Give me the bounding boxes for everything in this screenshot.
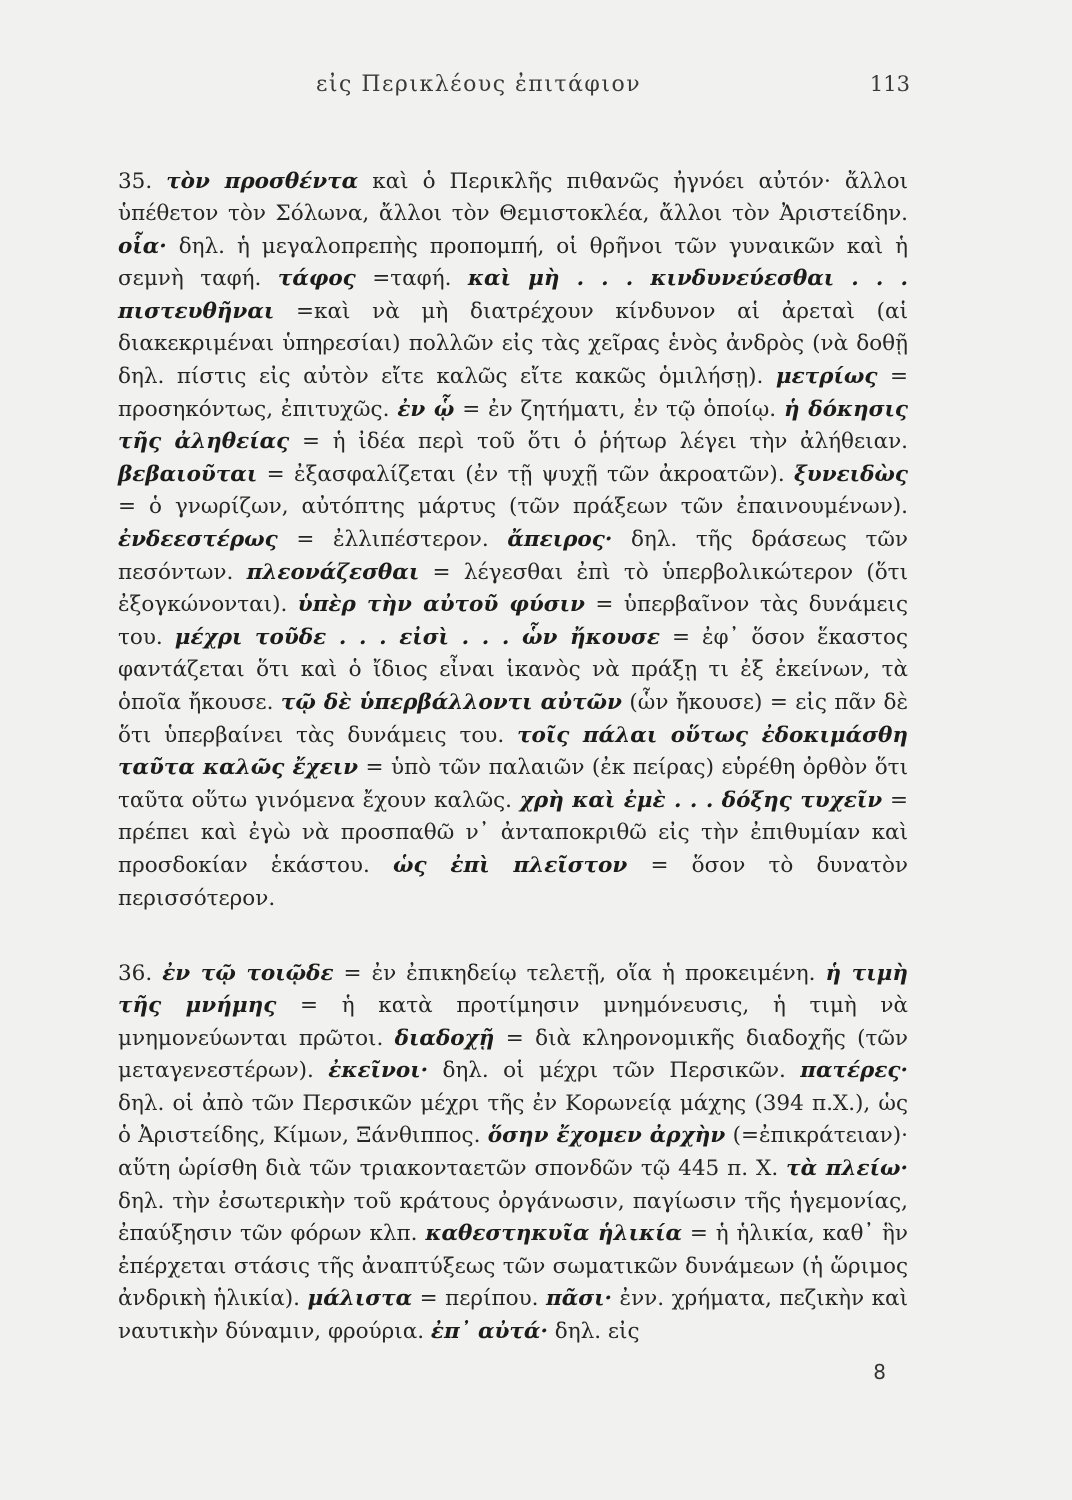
gloss: = ὑπερβαῖνον τὰς δυνάμεις του. xyxy=(118,592,908,650)
lemma: ξυνειδὼς xyxy=(794,461,908,487)
lemma: μέχρι τοῦδε . . . εἰσὶ . . . ὧν ἤκουσε xyxy=(174,624,660,650)
gloss: = πρέπει καὶ ἐγὼ νὰ προσπαθῶ ν᾿ ἀνταποκριθῶ εἰς τὴν ἐπιθυμίαν καὶ προσδοκίαν ἑκάστου. xyxy=(118,787,908,878)
lemma: ἡ δόκησις τῆς ἀληθείας xyxy=(118,396,908,455)
lemma: καὶ μὴ . . . κινδυνεύεσθαι . . . πιστευθῆναι xyxy=(118,266,908,324)
gloss: = ἐν ἐπικηδείῳ τελετῇ, οἵα ἡ προκειμένη. xyxy=(333,960,826,986)
gloss: = ὑπὸ τῶν παλαιῶν (ἐκ πείρας) εὑρέθη ὀρθὸν ὅτι ταῦτα οὕτω γινόμενα ἔχουν καλῶς. xyxy=(118,755,909,813)
lemma: μετρίως xyxy=(775,364,878,390)
gloss: δηλ. τῆς δράσεως τῶν πεσόντων. xyxy=(118,527,908,585)
gloss: = ἡ ἡλικία, καθ᾿ ἣν ἐπέρχεται στάσις τῆς ἀναπτύξεως τῶν σωματικῶν δυνάμεων (ἡ ὥριμος ἀνδρικὴ ἡλικία). xyxy=(118,1221,908,1312)
lemma: ἡ τιμὴ τῆς μνήμης xyxy=(118,960,908,1019)
gloss: = ἐν ζητήματι, ἐν τῷ ὁποίῳ. xyxy=(454,396,785,422)
gloss: = προσηκόντως, ἐπιτυχῶς. xyxy=(118,364,908,422)
gloss: = περίπου. xyxy=(412,1286,546,1312)
gloss: = ἐφ᾿ ὅσον ἕκαστος φαντάζεται ὅτι καὶ ὁ ἴδιος εἶναι ἱκανὸς νὰ πράξῃ τι ἐξ ἐκείνων, τὰ ὁποῖα ἤκουσε. xyxy=(118,624,908,715)
gloss: = ἐξασφαλίζεται (ἐν τῇ ψυχῇ τῶν ἀκροατῶν). xyxy=(257,461,795,487)
gloss: = λέγεσθαι ἐπὶ τὸ ὑπερβολικώτερον (ὅτι ἐξογκώνονται). xyxy=(118,559,909,618)
lemma: ἐνδεεστέρως xyxy=(118,527,278,553)
gloss: δηλ. οἱ μέχρι τῶν Περσικῶν. xyxy=(428,1058,801,1084)
running-title: εἰς Περικλέους ἐπιτάφιον xyxy=(316,72,642,97)
commentary-paragraph-35 xyxy=(118,166,908,916)
lemma: πατέρες· xyxy=(800,1058,908,1084)
gloss: καὶ ὁ Περικλῆς πιθανῶς ἠγνόει αὐτόν· ἄλλοι ὑπέθετον τὸν Σόλωνα, ἄλλοι τὸν Θεμιστοκλέα, ἄλλοι τὸν Ἀριστείδην. xyxy=(118,168,908,227)
gloss: = διὰ κληρονομικῆς διαδοχῆς (τῶν μεταγενεστέρων). xyxy=(118,1025,908,1084)
lemma: διαδοχῇ xyxy=(394,1025,495,1051)
gloss: δηλ. τὴν ἐσωτερικὴν τοῦ κράτους ὀργάνωσιν, παγίωσιν τῆς ἡγεμονίας, ἐπαύξησιν τῶν φόρων κλπ. xyxy=(118,1188,908,1247)
lemma: τὰ πλείω· xyxy=(786,1156,908,1182)
lemma: ὅσην ἔχομεν ἀρχὴν xyxy=(487,1123,726,1149)
gloss: =ταφή. xyxy=(355,266,468,292)
page-number: 113 xyxy=(869,72,910,96)
gloss: (=ἐπικράτειαν)· αὕτη ὡρίσθη διὰ τῶν τριακονταετῶν σπονδῶν τῷ 445 π. Χ. xyxy=(118,1123,908,1182)
lemma: τοῖς πάλαι οὕτως ἐδοκιμάσθη ταῦτα καλῶς ἔχειν xyxy=(118,722,908,781)
signature-mark: 8 xyxy=(873,1360,886,1384)
gloss: δηλ. ἡ μεγαλοπρεπὴς προπομπή, οἱ θρῆνοι τῶν γυναικῶν καὶ ἡ σεμνὴ ταφή. xyxy=(118,233,908,292)
lemma: ἐν ᾧ xyxy=(397,396,455,422)
gloss: = ἡ κατὰ προτίμησιν μνημόνευσις, ἡ τιμὴ νὰ μνημονεύωνται πρῶτοι. xyxy=(118,993,908,1051)
gloss: = ἐλλιπέστερον. xyxy=(277,527,508,553)
gloss: = ὁ γνωρίζων, αὐτόπτης μάρτυς (τῶν πράξεων τῶν ἐπαινουμένων). xyxy=(118,494,908,520)
gloss: =καὶ νὰ μὴ διατρέχουν κίνδυνον αἱ ἀρεταὶ (αἱ διακεκριμέναι ὑπηρεσίαι) πολλῶν εἰς τὰς χεῖρας ἑνὸς ἀνδρὸς (νὰ δοθῇ δηλ. πίστις εἰς αὐτὸν εἴτε καλῶς εἴτε κακῶς ὁμιλήσῃ). xyxy=(118,298,908,390)
lemma: τῷ δὲ ὑπερβάλλοντι αὐτῶν xyxy=(280,690,622,715)
gloss: = ὅσον τὸ δυνατὸν περισσότερον. xyxy=(118,852,908,911)
gloss: = ἡ ἰδέα περὶ τοῦ ὅτι ὁ ῥήτωρ λέγει τὴν ἀλήθειαν. xyxy=(289,429,908,455)
lemma: βεβαιοῦται xyxy=(118,461,258,487)
lemma: πᾶσι· xyxy=(546,1286,613,1312)
lemma: ὑπὲρ τὴν αὐτοῦ φύσιν xyxy=(297,592,585,618)
lemma: ἐκεῖνοι· xyxy=(328,1058,429,1084)
gloss: δηλ. οἱ ἀπὸ τῶν Περσικῶν μέχρι τῆς ἐν Κορωνείᾳ μάχης (394 π.Χ.), ὡς ὁ Ἀριστείδης, Κίμων, Ξάνθιππος. xyxy=(118,1090,908,1149)
lemma: οἷα· xyxy=(118,233,167,259)
lemma: πλεονάζεσθαι xyxy=(246,559,420,585)
lemma: ἄπειρος· xyxy=(507,527,613,553)
lemma: χρὴ καὶ ἐμὲ . . . δόξης τυχεῖν xyxy=(519,787,883,813)
lemma: καθεστηκυῖα ἡλικία xyxy=(425,1221,683,1247)
section-number: 35. xyxy=(118,168,153,194)
gloss: δηλ. εἰς xyxy=(547,1319,640,1345)
lemma: ἐπ᾿ αὐτά· xyxy=(430,1319,548,1345)
lemma: τάφος xyxy=(277,266,356,292)
section-number: 36. xyxy=(118,960,153,986)
commentary-paragraph-36 xyxy=(118,958,908,1349)
lemma: ἐν τῷ τοιῷδε xyxy=(162,960,334,986)
lemma: τὸν προσθέντα xyxy=(166,168,359,194)
gloss: ἐνν. χρήματα, πεζικὴν καὶ ναυτικὴν δύναμιν, φρούρια. xyxy=(118,1286,909,1345)
lemma: ὡς ἐπὶ πλεῖστον xyxy=(393,852,628,878)
lemma: μάλιστα xyxy=(307,1286,413,1312)
gloss: (ὧν ἤκουσε) = εἰς πᾶν δὲ ὅτι ὑπερβαίνει τὰς δυνάμεις του. xyxy=(118,690,908,748)
